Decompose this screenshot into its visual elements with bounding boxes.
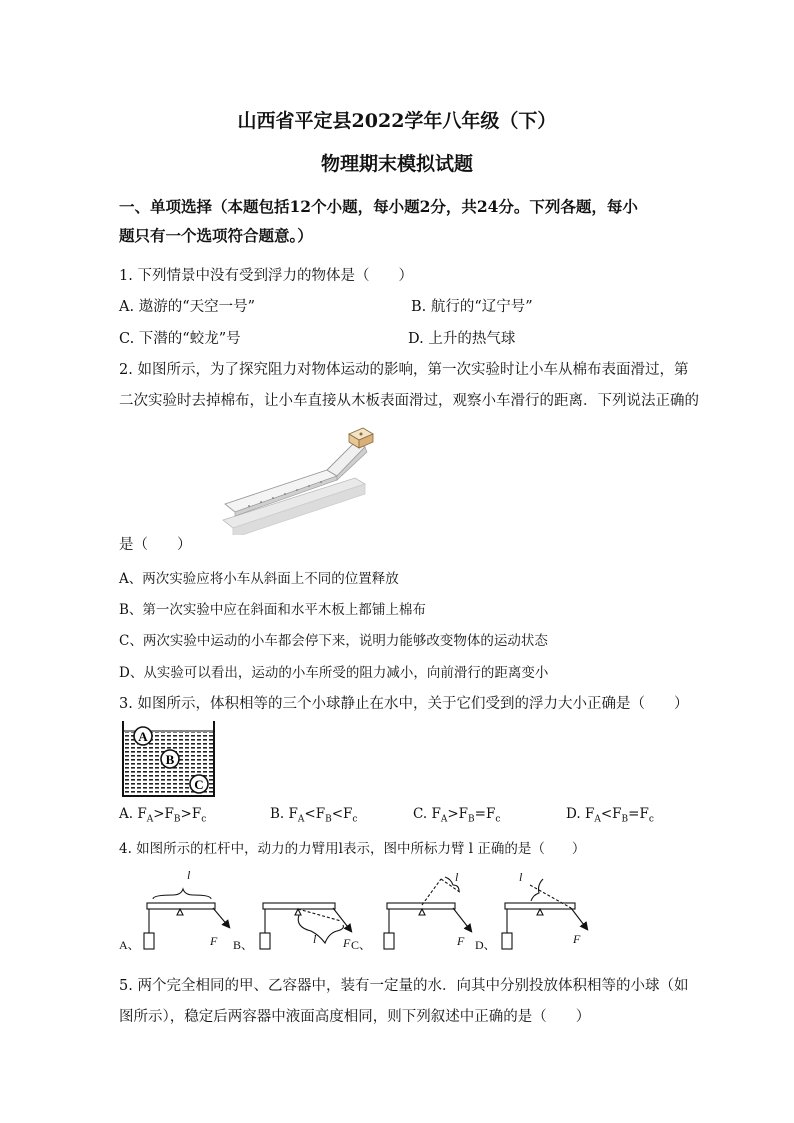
ball-c-label: C (194, 777, 204, 792)
lever-c-option-label: C、 (351, 938, 372, 952)
lever-c-label-f: F (457, 934, 465, 948)
q3-option-d: D. $F_A<F_B=F_c$ (566, 806, 654, 825)
lever-b-option-label: B、 (233, 938, 254, 952)
ball-a-label: A (138, 729, 148, 744)
q3-container-figure (119, 718, 219, 798)
lever-d-option-label: D、 (475, 938, 496, 952)
lever-b-label-f: F (343, 936, 351, 950)
q1-stem: 1. 下列情景中没有受到浮力的物体是（ ） (119, 268, 413, 284)
q5-stem-line2: 图所示），稳定后两容器中液面高度相同，则下列叙述中正确的是（ ） (119, 1009, 591, 1025)
q5-stem-line1: 5. 两个完全相同的甲、乙容器中，装有一定量的水．向其中分别投放体积相等的小球（如 (119, 978, 689, 994)
q3-option-a: A. $F_A>F_B>F_c$ (119, 806, 207, 825)
lever-figure-b (260, 903, 351, 949)
q2-option-d: D、从实验可以看出，运动的小车所受的阻力减小，向前滑行的距离变小 (119, 665, 549, 681)
q3-option-b: B. $F_A<F_B<F_c$ (270, 806, 358, 825)
lever-b-label-l: l (313, 932, 317, 946)
lever-c-label-l: l (455, 870, 459, 884)
lever-a-option-label: A、 (119, 938, 140, 952)
q2-ramp-figure (215, 420, 385, 535)
q4-stem: 4. 如图所示的杠杆中，动力的力臂用l表示，图中所标力臂 l 正确的是（ ） (119, 841, 586, 857)
q2-stem-line2: 二次实验时去掉棉布，让小车直接从木板表面滑过，观察小车滑行的距离．下列说法正确的 (119, 393, 699, 409)
q3-stem: 3. 如图所示，体积相等的三个小球静止在水中，关于它们受到的浮力大小正确是（ ） (119, 696, 689, 712)
q4-lever-figures (115, 865, 615, 955)
q2-stem-tail: 是（ ） (119, 537, 192, 553)
ball-b-label: B (165, 752, 175, 767)
q1-option-b: B. 航行的“辽宁号” (411, 299, 533, 315)
lever-a-label-f: F (210, 934, 218, 948)
q1-option-c: C. 下潜的“蛟龙”号 (119, 331, 241, 347)
q2-option-c: C、两次实验中运动的小车都会停下来，说明力能够改变物体的运动状态 (119, 633, 548, 649)
lever-d-label-l: l (519, 870, 523, 884)
lever-a-label-l: l (187, 868, 191, 882)
q2-option-b: B、第一次实验中应在斜面和水平木板上都铺上棉布 (119, 602, 426, 618)
section-heading-line2: 题只有一个选项符合题意。） (119, 226, 313, 245)
q2-option-a: A、两次实验应将小车从斜面上不同的位置释放 (119, 571, 399, 587)
page-subtitle: 物理期末模拟试题 (320, 153, 473, 175)
q1-option-d: D. 上升的热气球 (408, 331, 516, 347)
lever-d-label-f: F (573, 932, 581, 946)
page-title: 山西省平定县2022学年八年级（下） (237, 110, 557, 132)
q2-stem-line1: 2. 如图所示，为了探究阻力对物体运动的影响，第一次实验时让小车从棉布表面滑过，第 (119, 362, 689, 378)
section-heading-line1: 一、单项选择（本题包括12个小题，每小题2分，共24分。下列各题，每小 (119, 197, 638, 216)
q1-option-a: A. 遨游的“天空一号” (119, 299, 256, 315)
q3-option-c: C. $F_A>F_B=F_c$ (413, 806, 501, 825)
